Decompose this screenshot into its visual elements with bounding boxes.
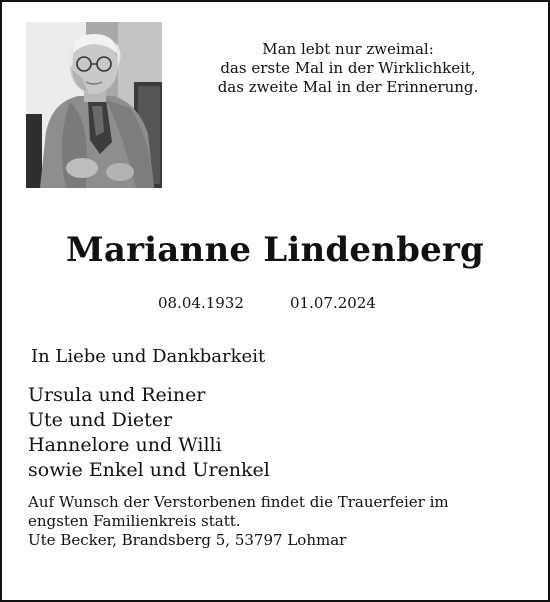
memorial-quote <box>178 40 518 97</box>
footer-line: Auf Wunsch der Verstorbenen findet die Trauerfeier im <box>28 493 449 511</box>
mourner-entry: sowie Enkel und Urenkel <box>28 459 270 481</box>
quote-line: das zweite Mal in der Erinnerung. <box>217 78 479 96</box>
funeral-notice-footer <box>28 493 528 550</box>
deceased-name: Marianne Lindenberg <box>66 230 484 270</box>
dedication-text: In Liebe und Dankbarkeit <box>31 346 266 367</box>
mourner-entry: Ute und Dieter <box>28 409 173 431</box>
mourner-entry: Hannelore und Willi <box>28 434 222 456</box>
birth-date: 08.04.1932 <box>158 294 244 312</box>
mourners-list <box>28 383 270 483</box>
footer-line: engsten Familienkreis statt. <box>28 512 241 530</box>
portrait-photo <box>26 22 162 188</box>
mourner-entry: Ursula und Reiner <box>28 384 206 406</box>
quote-line: das erste Mal in der Wirklichkeit, <box>220 59 476 77</box>
contact-address: Ute Becker, Brandsberg 5, 53797 Lohmar <box>28 531 347 549</box>
death-date: 01.07.2024 <box>290 294 376 312</box>
quote-line: Man lebt nur zweimal: <box>262 40 434 58</box>
